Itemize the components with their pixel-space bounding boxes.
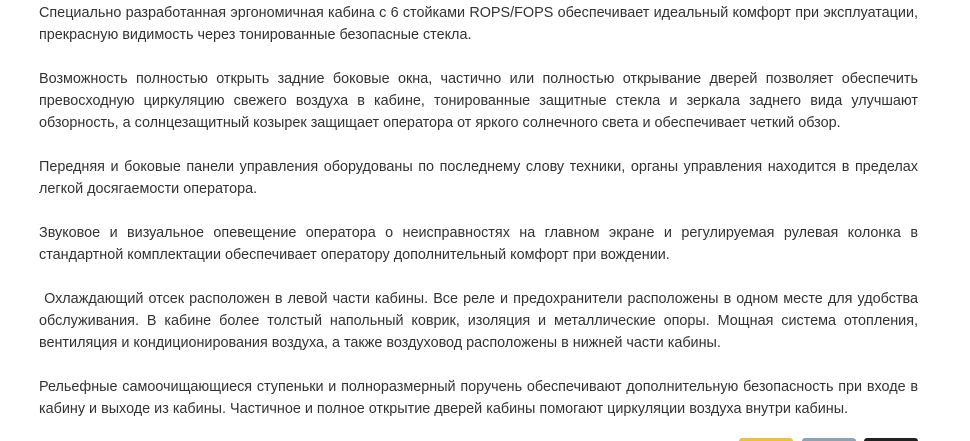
article-body [39,2,922,441]
paragraph-alerts: Звуковое и визуальное опевещение оператора о неисправностях на главном экране и регулируемая рулевая колонка в стандартной комплектации обеспечивает оператору дополнительный комфорт при вождении. [39,225,918,263]
paragraph-cabin-design: Специально разработанная эргономичная кабина с 6 стойками ROPS/FOPS обеспечивает идеальный комфорт при эксплуатации, прекрасную видимость через тонированные безопасные стекла. [39,5,918,43]
paragraph-ventilation: Возможность полностью открыть задние боковые окна, частично или полностью открывание дверей позволяет обеспечить превосходную циркуляцию свежего воздуха в кабине, тонированные защитные стекла и зеркала заднего вида улучшают обзорность, а солнцезащитный козырек защищает оператора от яркого солнечного света и обеспечивает четкий обзор. [39,71,918,131]
paragraph-control-panels: Передняя и боковые панели управления оборудованы по последнему слову техники, органы управления находится в пределах легкой досягаемости оператора. [39,159,918,197]
paragraph-steps: Рельефные самоочищающиеся ступеньки и полноразмерный поручень обеспечивают дополнительную безопасность при входе в кабину и выходе из кабины. Частичное и полное открытие дверей кабины помогают циркуляции воздуха внутри кабины. [39,379,918,417]
paragraph-cooling: Охлаждающий отсек расположен в левой части кабины. Все реле и предохранители расположены в одном месте для удобства обслуживания. В кабине более толстый напольный коврик, изоляция и металлические опоры. Мощная система отопления, вентиляция и кондиционирования воздуха, а также воздуховод расположены в нижней части кабины. [39,291,922,351]
